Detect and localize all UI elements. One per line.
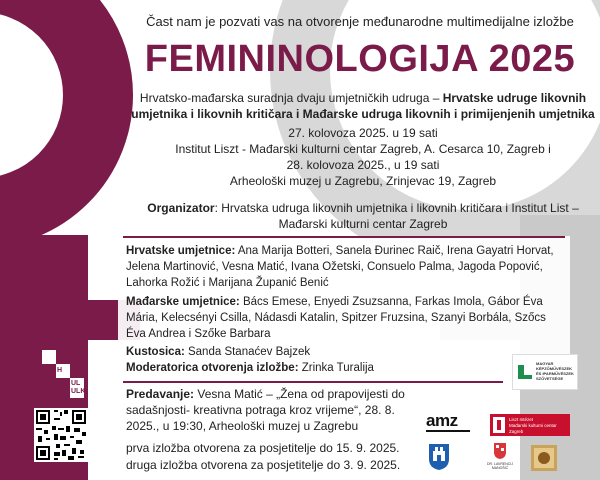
- closing-line: druga izložba otvorena za posjetitelje do 3. 9. 2025.: [126, 458, 401, 472]
- hungarian-artists-label: Mađarske umjetnice:: [126, 296, 240, 308]
- divider: [123, 381, 503, 383]
- moderator-text: Zrinka Turalija: [298, 362, 374, 374]
- hulu-logo-text: ULK: [71, 388, 86, 395]
- hulu-logo-text: H: [57, 367, 63, 374]
- hungarian-artists: [126, 294, 566, 342]
- organizer: [126, 200, 600, 232]
- dates-block: [126, 125, 600, 189]
- moderator-label: Moderatorica otvorenja izložbe:: [126, 362, 299, 374]
- ministry-logo-text: DR. LAVRENCIJ MANOŠIĆ: [487, 462, 513, 470]
- closing-info: [126, 440, 426, 474]
- croatian-artists-text: Ana Marija Botteri, Sanela Đurinec Raič, Irena Gayatri Horvat, Jelena Martinović, Vesna Matić, Ivana Ožetski, Consuelo Palma, Jagoda Popović, Lahorka Rožić i Marijana Županić Benić: [126, 245, 554, 289]
- curator-label: Kustosica:: [126, 346, 185, 358]
- liszt-logo-text: Liszt Intézet: [509, 417, 534, 422]
- amz-logo-text: amz: [426, 411, 458, 430]
- date-line: 28. kolovoza 2025., u 19 sati: [286, 158, 440, 172]
- zagreb-coat-of-arms-icon: [428, 443, 450, 471]
- mkisz-logo-text: MAGYAR: [536, 361, 554, 366]
- ministry-logo: [482, 442, 518, 478]
- mkisz-logo-text: ÉS IPARMŰVÉSZEK: [536, 371, 574, 376]
- date-line: Institut Liszt - Mađarski kulturni centar Zagreb, A. Cesarca 10, Zagreb i: [175, 142, 551, 156]
- croatian-artists: [126, 243, 566, 291]
- amz-logo: [426, 411, 472, 433]
- date-line: 27. kolovoza 2025. u 19 sati: [288, 126, 438, 140]
- divider: [123, 236, 565, 238]
- description-lead: Hrvatsko-mađarska suradnja dvaju umjetničkih udruga –: [139, 91, 443, 105]
- exhibition-title: FEMININOLOGIJA 2025: [144, 38, 576, 80]
- date-line: Arheološki muzej u Zagrebu, Zrinjevac 19, Zagreb: [229, 174, 497, 188]
- mkisz-logo-text: SZÖVETSÉGE: [536, 376, 564, 381]
- closing-line: prva izložba otvorena za posjetitelje do 15. 9. 2025.: [126, 441, 400, 455]
- liszt-logo: [490, 414, 570, 436]
- qr-code[interactable]: [34, 408, 88, 462]
- hungarian-artists-text: Bács Emese, Enyedi Zsuzsanna, Farkas Imola, Gábor Éva Mária, Kelecsényi Csilla, Nádasdi Katalin, Spitzer Fruzsina, Szanyi Borbála, Szőcs Éva Andrea i Szőke Barbara: [126, 296, 546, 340]
- female-symbol-ring: [0, 0, 98, 213]
- emblem-icon: [530, 444, 558, 472]
- mkisz-logo: [512, 354, 578, 390]
- lecture: [126, 386, 426, 434]
- lecture-label: Predavanje:: [126, 387, 195, 401]
- croatian-artists-label: Hrvatske umjetnice:: [126, 245, 236, 257]
- organizer-text: : Hrvatska udruga likovnih umjetnika i likovnih kritičara i Institut List – Mađarski kulturni centar Zagreb: [214, 201, 579, 231]
- description-bold: Hrvatske udruge likovnih umjetnika i likovnih kritičara i Mađarske udruga likovnih i primijenjenih umjetnika: [131, 91, 595, 121]
- organizer-label: Organizator: [147, 201, 215, 215]
- curator: [126, 344, 566, 360]
- ministry-logo-mark: [493, 442, 507, 460]
- liszt-logo-text: Mađarski kulturni centar Zagreb: [509, 423, 557, 434]
- curator-text: Sanda Stanaćev Bajzek: [184, 346, 311, 358]
- hulu-logo-text: UL: [71, 380, 81, 387]
- mkisz-logo-text: KÉPZŐMŰVÉSZEK: [536, 366, 573, 371]
- intro-text: Čast nam je pozvati vas na otvorenje međunarodne multimedijalne izložbe: [146, 14, 574, 29]
- moderator: [126, 360, 566, 376]
- description: [126, 90, 600, 122]
- lecture-text: Vesna Matić – „Žena od prapovijesti do sadašnjosti- kreativna potraga kroz vrijeme“, 28. 8. 2025., u 19:30, Arheološki muzej u Zagrebu: [126, 387, 405, 433]
- hulu-logo: [42, 350, 84, 398]
- mkisz-logo-mark: [516, 363, 534, 381]
